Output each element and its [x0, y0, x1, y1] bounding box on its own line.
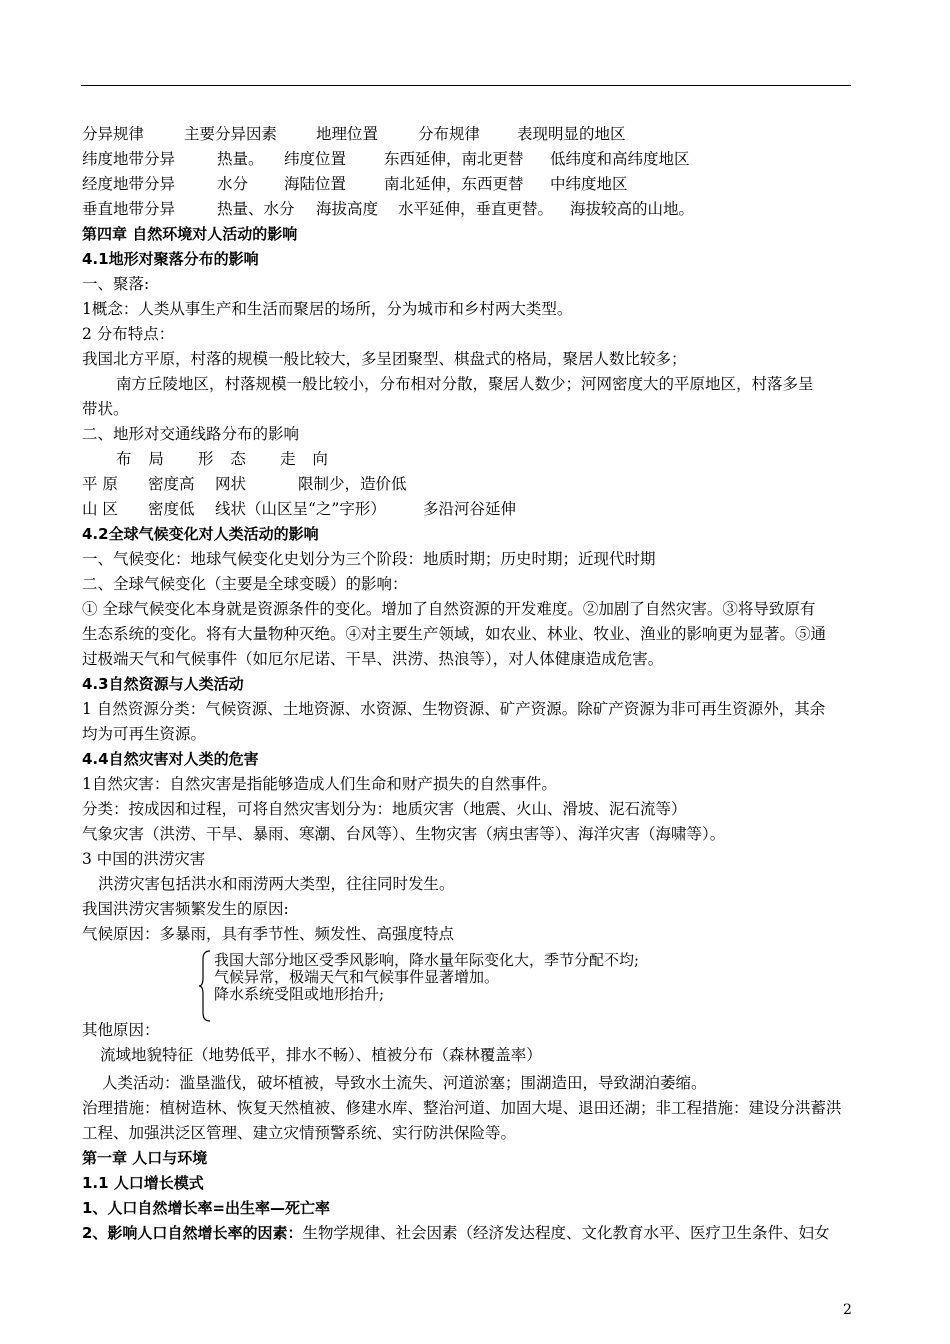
- table-cell: 纬度位置: [284, 150, 347, 168]
- paragraph: 洪涝灾害包括洪水和雨涝两大类型，往往同时发生。: [98, 875, 455, 893]
- paragraph: 2 分布特点：: [82, 325, 175, 343]
- term-label: 2、影响人口自然增长率的因素：: [82, 1224, 303, 1242]
- paragraph: 二、地形对交通线路分布的影响: [82, 425, 300, 443]
- table-header: [82, 123, 626, 145]
- table-cell: 分布规律: [418, 125, 481, 143]
- paragraph: 二、全球气候变化（主要是全球变暖）的影响：: [82, 575, 408, 593]
- brace-item: 降水系统受阻或地形抬升;: [214, 985, 385, 1003]
- page-number: 2: [843, 1302, 852, 1318]
- table-cell: 限制少，造价低: [298, 475, 407, 493]
- table-cell: 海拔较高的山地。: [570, 200, 695, 218]
- paragraph: 均为可再生资源。: [82, 725, 207, 743]
- paragraph: 气候原因：多暴雨，具有季节性、频发性、高强度特点: [82, 925, 455, 943]
- paragraph: 治理措施：植树造林、恢复天然植被、修建水库、整治河道、加固大堤、退田还湖；非工程措施：建设分洪蓄洪: [82, 1099, 842, 1117]
- brace-item: 我国大部分地区受季风影响，降水量年际变化大，季节分配不均;: [214, 951, 640, 969]
- table-cell: 低纬度和高纬度地区: [550, 150, 690, 168]
- header-rule: [81, 85, 851, 86]
- table-cell: 密度低: [148, 500, 195, 518]
- table-cell: 纬度地带分异: [82, 150, 176, 168]
- table-cell: 经度地带分异: [82, 175, 176, 193]
- transport-table-header: [116, 448, 334, 470]
- table-cell: 线状（山区呈“之”字形）: [215, 500, 386, 518]
- paragraph: 过极端天气和气候事件（如厄尔尼诺、干旱、洪涝、热浪等），对人体健康造成危害。: [82, 650, 664, 668]
- paragraph: 流域地貌特征（地势低平，排水不畅）、植被分布（森林覆盖率）: [100, 1046, 542, 1064]
- table-cell: 表现明显的地区: [517, 125, 626, 143]
- paragraph: 一、气候变化：地球气候变化史划分为三个阶段：地质时期；历史时期；近现代时期: [82, 550, 656, 568]
- paragraph: 气象灾害（洪涝、干旱、暴雨、寒潮、台风等）、生物灾害（病虫害等）、海洋灾害（海啸等）。: [82, 825, 726, 843]
- table-cell: 海拔高度: [316, 200, 379, 218]
- table-cell: 东西延伸，南北更替: [384, 150, 524, 168]
- paragraph: 其他原因：: [82, 1021, 160, 1039]
- paragraph: 3 中国的洪涝灾害: [82, 850, 206, 868]
- paragraph: 人类活动：滥垦滥伐，破坏植被，导致水土流失、河道淤塞；围湖造田，导致湖泊萎缩。: [102, 1074, 707, 1092]
- paragraph: 1概念：人类从事生产和生活而聚居的场所，分为城市和乡村两大类型。: [82, 300, 573, 318]
- section-title: 1.1 人口增长模式: [82, 1174, 204, 1192]
- table-cell: 地理位置: [316, 125, 379, 143]
- table-cell: 多沿河谷延伸: [423, 500, 517, 518]
- paragraph: 我国洪涝灾害频繁发生的原因:: [82, 900, 289, 918]
- paragraph: 带状。: [82, 400, 129, 418]
- table-cell: 水分: [217, 175, 249, 193]
- section-title: 4.3自然资源与人类活动: [82, 675, 244, 693]
- table-cell: 密度高: [148, 475, 195, 493]
- chapter-title: 第一章 人口与环境: [82, 1149, 208, 1167]
- table-cell: 垂直地带分异: [82, 200, 176, 218]
- paragraph: 1 自然资源分类：气候资源、土地资源、水资源、生物资源、矿产资源。除矿产资源为非可再生资源外，其余: [82, 700, 826, 718]
- paragraph: 工程、加强洪泛区管理、建立灾情预警系统、实行防洪保险等。: [82, 1124, 517, 1142]
- left-brace: [198, 950, 212, 1022]
- table-cell: 网状: [215, 475, 247, 493]
- table-row: [82, 148, 690, 170]
- section-title: 4.1地形对聚落分布的影响: [82, 250, 259, 268]
- paragraph: [82, 1222, 829, 1244]
- table-row: [82, 173, 628, 195]
- table-cell: 热量、水分: [217, 200, 295, 218]
- brace-item: 气候异常，极端天气和气候事件显著增加。: [214, 968, 500, 986]
- term-text: 生物学规律、社会因素（经济发达程度、文化教育水平、医疗卫生条件、妇女: [302, 1224, 830, 1242]
- table-cell: 南北延伸，东西更替: [384, 175, 524, 193]
- paragraph: 一、聚落:: [82, 275, 150, 293]
- paragraph: ① 全球气候变化本身就是资源条件的变化。增加了自然资源的开发难度。②加剧了自然灾害。③将导致原有: [82, 600, 816, 618]
- transport-table-row: [82, 498, 516, 520]
- table-cell: 平 原: [82, 475, 118, 493]
- table-cell: 形 态: [198, 450, 252, 468]
- table-cell: 水平延伸，垂直更替。: [398, 200, 554, 218]
- section-title: 4.2全球气候变化对人类活动的影响: [82, 525, 319, 543]
- paragraph: 1自然灾害：自然灾害是指能够造成人们生命和财产损失的自然事件。: [82, 775, 557, 793]
- chapter-title: 第四章 自然环境对人活动的影响: [82, 225, 298, 243]
- paragraph: 分类：按成因和过程，可将自然灾害划分为：地质灾害（地震、火山、滑坡、泥石流等）: [82, 800, 687, 818]
- paragraph: 生态系统的变化。将有大量物种灭绝。④对主要生产领域，如农业、林业、牧业、渔业的影响更为显著。⑤通: [82, 625, 827, 643]
- table-cell: 布 局: [116, 450, 170, 468]
- paragraph: 我国北方平原，村落的规模一般比较大，多呈团聚型、棋盘式的格局，聚居人数比较多；: [82, 350, 687, 368]
- table-cell: 分异规律: [82, 125, 145, 143]
- formula-line: 1、人口自然增长率=出生率—死亡率: [82, 1199, 331, 1217]
- paragraph: 南方丘陵地区，村落规模一般比较小，分布相对分散，聚居人数少；河网密度大的平原地区，村落多呈: [116, 375, 814, 393]
- section-title: 4.4自然灾害对人类的危害: [82, 750, 259, 768]
- transport-table-row: [82, 473, 407, 495]
- table-cell: 中纬度地区: [550, 175, 628, 193]
- table-row: [82, 198, 694, 220]
- table-cell: 走 向: [280, 450, 334, 468]
- table-cell: 主要分异因素: [184, 125, 278, 143]
- table-cell: 海陆位置: [284, 175, 347, 193]
- table-cell: 热量。: [217, 150, 264, 168]
- table-cell: 山 区: [82, 500, 118, 518]
